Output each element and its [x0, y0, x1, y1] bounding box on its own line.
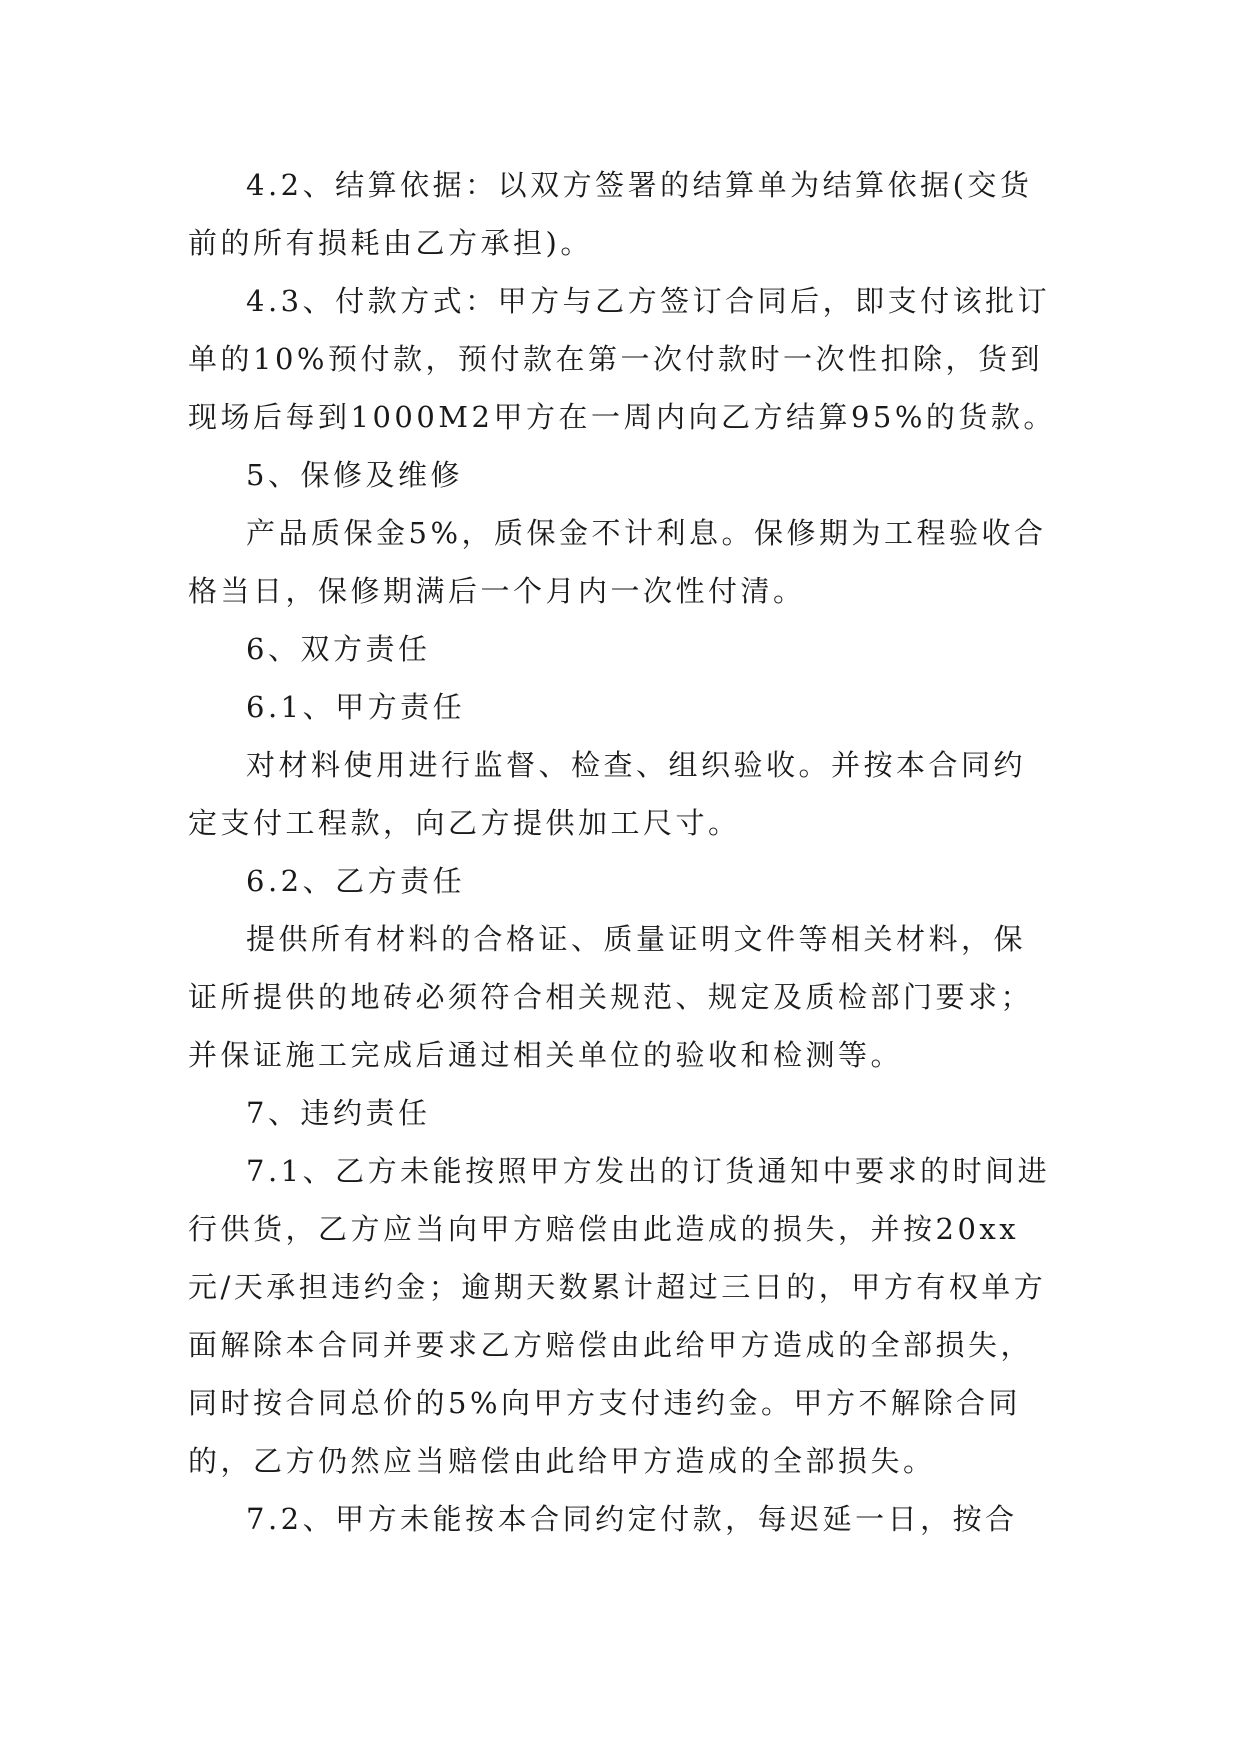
paragraph-warranty-deposit: 产品质保金5%，质保金不计利息。保修期为工程验收合格当日，保修期满后一个月内一次性付清。 [188, 516, 1047, 608]
heading-6-1-party-a: 6.1、甲方责任 [246, 690, 466, 724]
paragraph-7-2-buyer-breach: 7.2、甲方未能按本合同约定付款，每迟延一日，按合 [246, 1502, 1018, 1536]
heading-5-warranty: 5、保修及维修 [246, 458, 463, 492]
paragraph-party-b-duties: 提供所有材料的合格证、质量证明文件等相关材料，保证所提供的地砖必须符合相关规范、规定及质检部门要求；并保证施工完成后通过相关单位的验收和检测等。 [188, 922, 1034, 1072]
paragraph-4-2-settlement-basis: 4.2、结算依据：以双方签署的结算单为结算依据(交货前的所有损耗由乙方承担)。 [188, 168, 1033, 260]
heading-6-responsibilities: 6、双方责任 [246, 632, 431, 666]
paragraph-party-a-duties: 对材料使用进行监督、检查、组织验收。并按本合同约定支付工程款，向乙方提供加工尺寸。 [188, 748, 1027, 840]
heading-6-2-party-b: 6.2、乙方责任 [246, 864, 466, 898]
paragraph-4-3-payment-method: 4.3、付款方式：甲方与乙方签订合同后，即支付该批订单的10%预付款，预付款在第一次付款时一次性扣除，货到现场后每到1000M2甲方在一周内向乙方结算95%的货款。 [188, 284, 1056, 434]
document-body [188, 156, 1056, 1548]
heading-7-breach: 7、违约责任 [246, 1096, 431, 1130]
paragraph-7-1-supplier-breach: 7.1、乙方未能按照甲方发出的订货通知中要求的时间进行供货，乙方应当向甲方赔偿由此造成的损失，并按20xx元/天承担违约金；逾期天数累计超过三日的，甲方有权单方面解除本合同并要求乙方赔偿由此给甲方造成的全部损失，同时按合同总价的5%向甲方支付违约金。甲方不解除合同的，乙方仍然应当赔偿由此给甲方造成的全部损失。 [188, 1154, 1051, 1478]
